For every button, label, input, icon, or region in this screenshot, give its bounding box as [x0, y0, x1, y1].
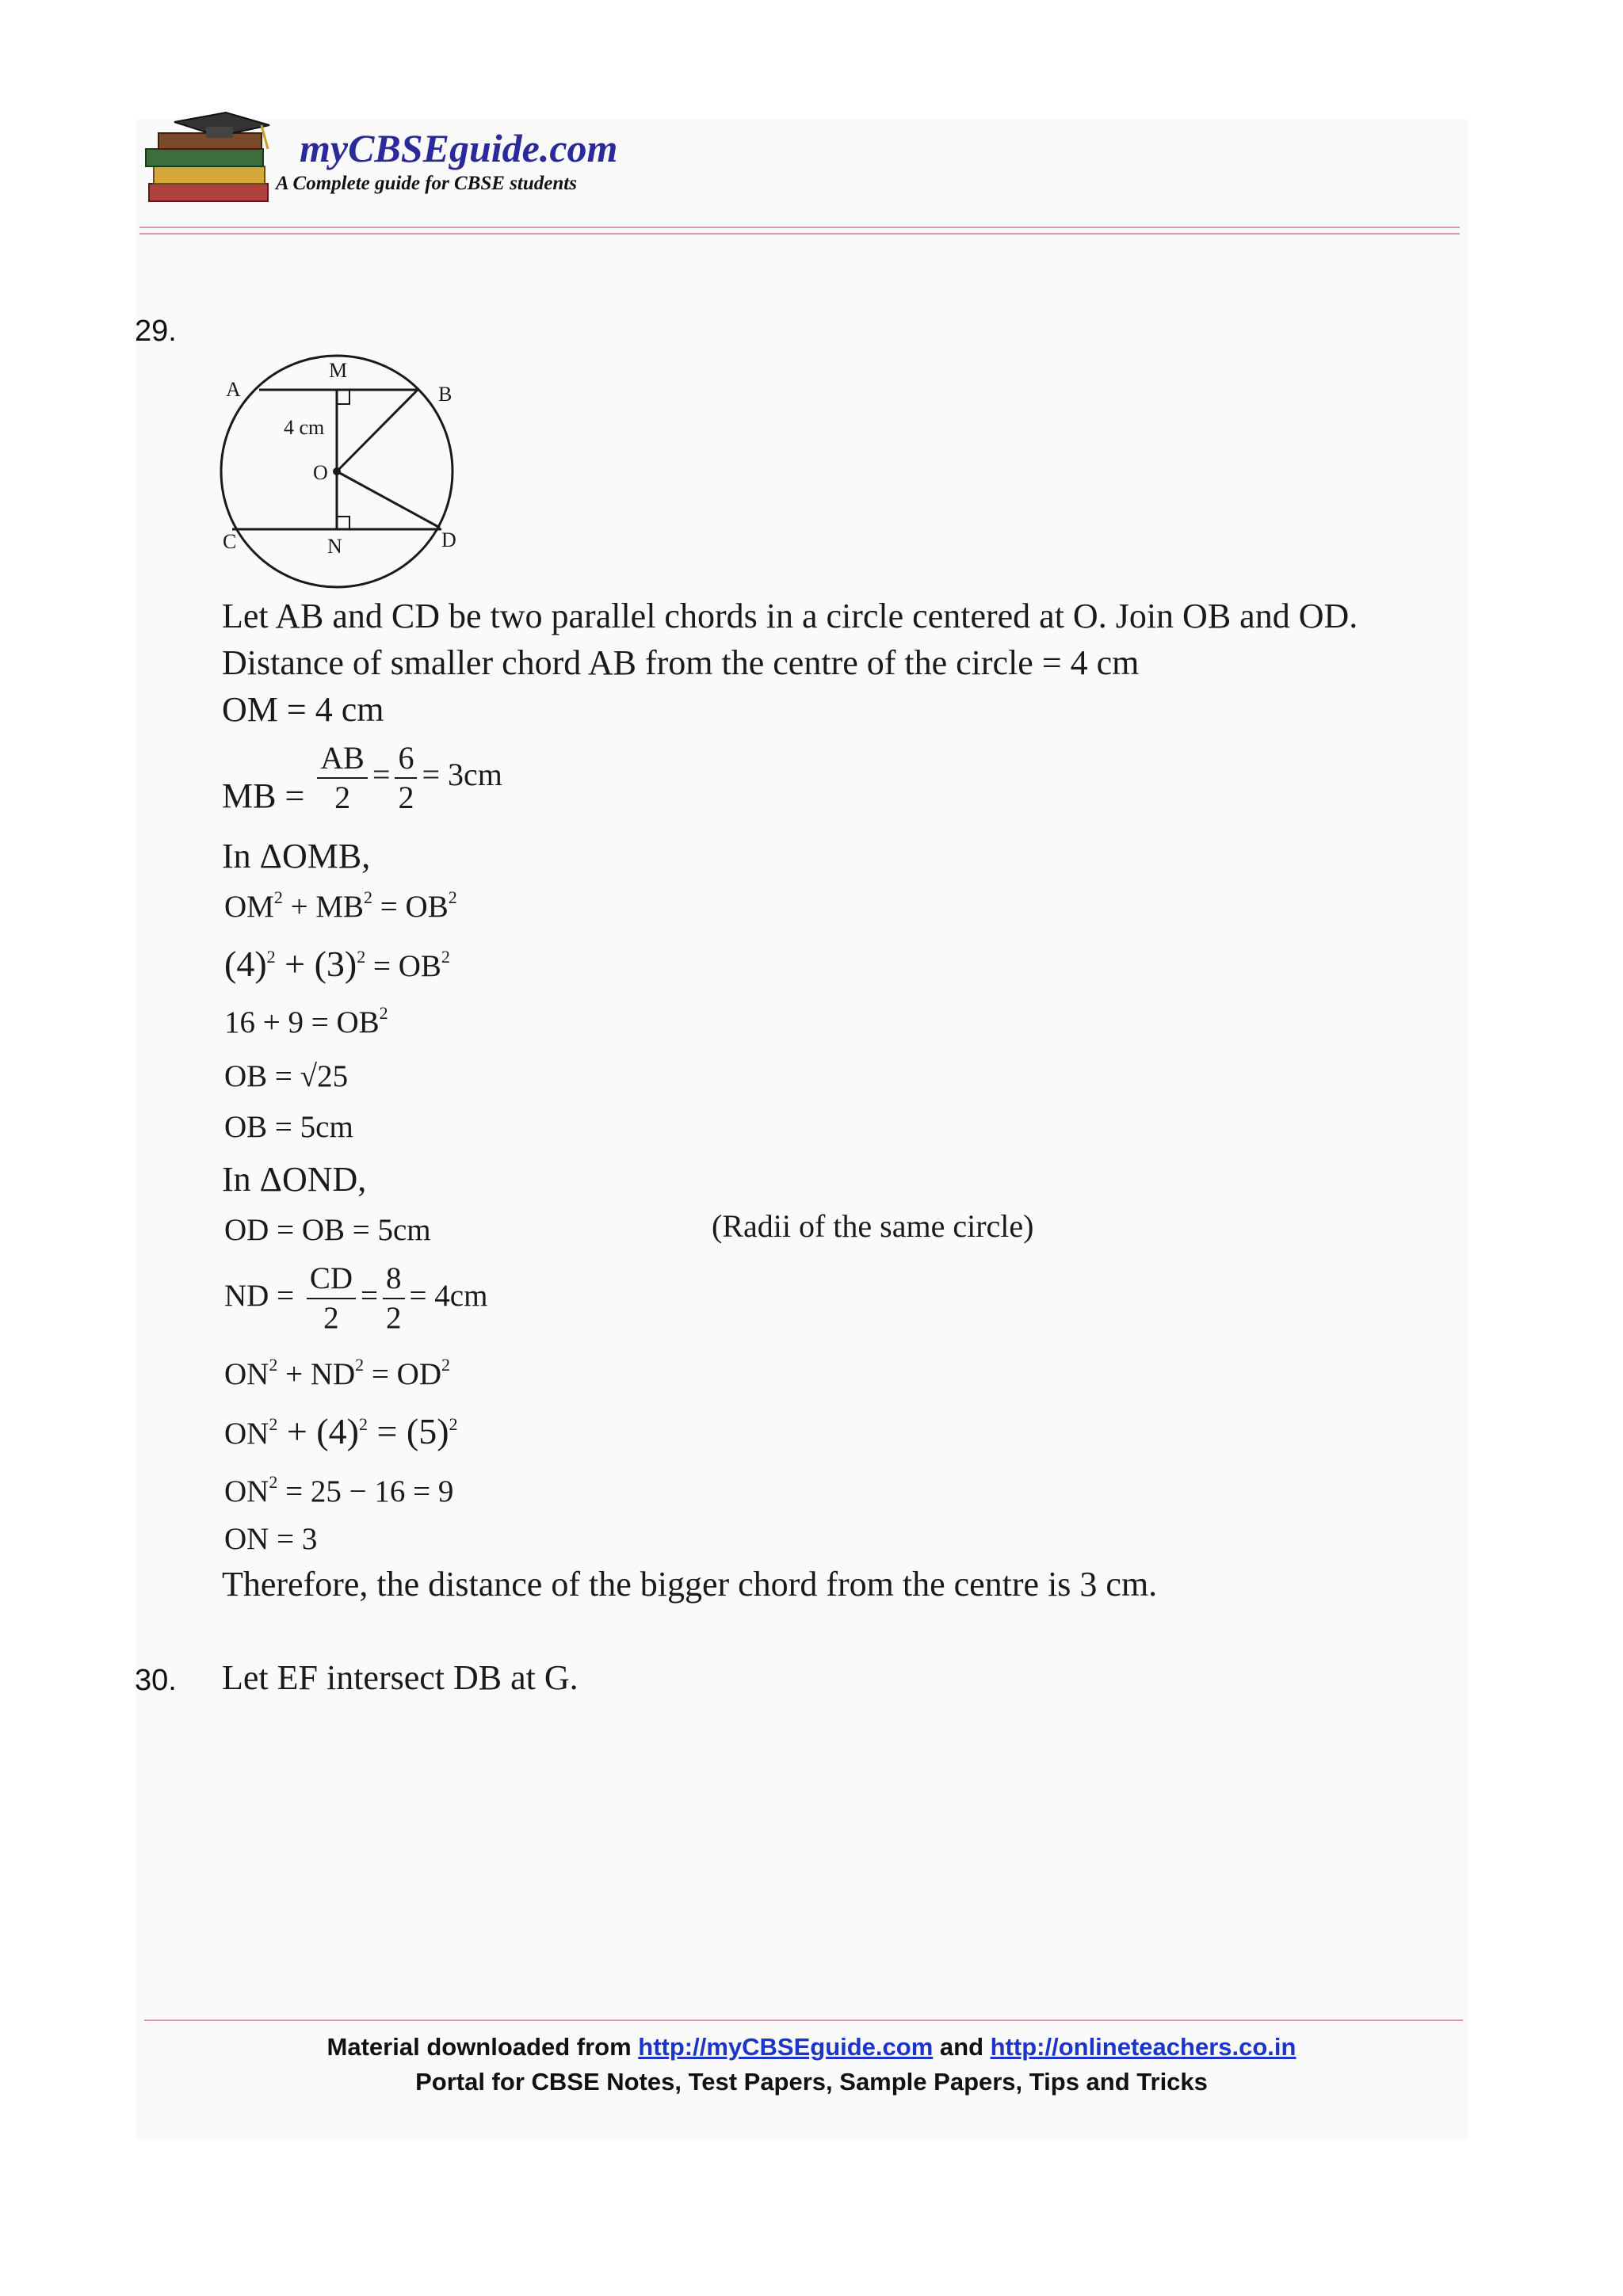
footer-and: and — [933, 2033, 991, 2061]
equation-ond-5 — [224, 1472, 453, 1509]
header-rule — [139, 227, 1460, 228]
books-logo-icon — [143, 111, 285, 214]
site-name: myCBSEguide.com — [300, 126, 618, 170]
equation-omb-3 — [224, 1003, 388, 1040]
label-d: D — [441, 528, 456, 551]
fraction-numerator: AB — [317, 739, 368, 779]
term: OM — [224, 890, 274, 924]
text-line-2: Distance of smaller chord AB from the centre of the circle = 4 cm — [222, 643, 1140, 682]
right-angle-m — [337, 390, 349, 404]
exponent: 2 — [357, 947, 366, 967]
text-line-3: OM = 4 cm — [222, 690, 384, 729]
term: ON — [224, 1417, 269, 1451]
exponent: 2 — [441, 1355, 450, 1375]
equation-ond-6: ON = 3 — [224, 1522, 318, 1556]
term: 16 + 9 = OB — [224, 1005, 380, 1039]
question-30-text: Let EF intersect DB at G. — [222, 1658, 579, 1697]
question-number-30: 30. — [135, 1664, 177, 1697]
equation-ond-3 — [224, 1355, 450, 1392]
label-m: M — [329, 359, 348, 382]
exponent: 2 — [269, 1472, 278, 1492]
circle-chords-diagram — [210, 349, 479, 594]
site-tagline: A Complete guide for CBSE students — [276, 173, 577, 194]
term: = 25 − 16 = 9 — [277, 1474, 454, 1508]
exponent: 2 — [269, 1355, 278, 1375]
equation-omb-5: OB = 5cm — [224, 1110, 353, 1144]
term: + ND — [277, 1357, 356, 1391]
term: ON — [224, 1357, 269, 1391]
label-a: A — [226, 378, 241, 401]
segment-od — [337, 471, 440, 528]
equation-ond-4 — [224, 1410, 458, 1452]
question-number-29: 29. — [135, 315, 177, 348]
centre-point — [333, 467, 341, 475]
label-c: C — [223, 530, 237, 553]
mb-result: = 3cm — [422, 757, 502, 793]
term: = (5) — [367, 1411, 449, 1451]
in-triangle-ond: In ΔOND, — [222, 1160, 367, 1199]
radii-note: (Radii of the same circle) — [712, 1208, 1034, 1244]
term: = OB — [365, 949, 441, 983]
fraction-8-2 — [383, 1260, 405, 1337]
footer-line-2: Portal for CBSE Notes, Test Papers, Sample Papers, Tips and Tricks — [415, 2068, 1208, 2096]
term: = OD — [364, 1357, 441, 1391]
footer-prefix: Material downloaded from — [327, 2033, 639, 2061]
conclusion-text: Therefore, the distance of the bigger chord from the centre is 3 cm. — [222, 1565, 1158, 1604]
fraction-denominator: 2 — [386, 1301, 402, 1335]
label-4cm: 4 cm — [284, 416, 325, 439]
in-triangle-omb: In ΔOMB, — [222, 837, 371, 875]
term: + MB — [282, 890, 365, 924]
equation-omb-4: OB = √25 — [224, 1059, 349, 1093]
exponent: 2 — [355, 1355, 365, 1375]
header-rule-2 — [139, 233, 1460, 235]
fraction-denominator: 2 — [334, 780, 351, 815]
text-line-1: Let AB and CD be two parallel chords in a circle centered at O. Join OB and OD. — [222, 597, 1358, 635]
fraction-cd-2 — [307, 1260, 356, 1337]
nd-prefix: ND = — [224, 1278, 295, 1313]
exponent: 2 — [364, 887, 373, 907]
label-b: B — [438, 383, 453, 406]
term: = OB — [372, 890, 449, 924]
label-o: O — [313, 461, 328, 484]
exponent: 2 — [269, 1414, 278, 1434]
fraction-numerator: CD — [307, 1260, 356, 1299]
mb-prefix: MB = — [222, 776, 305, 816]
equation-nd: ND = $\frac{CD}{2}$ = $\frac{8}{2}$ = 4cm — [224, 1260, 487, 1337]
exponent: 2 — [273, 887, 283, 907]
equation-omb-1 — [224, 887, 457, 925]
exponent: 2 — [358, 1414, 368, 1434]
fraction-denominator: 2 — [398, 780, 414, 815]
site-logo — [143, 111, 618, 214]
exponent: 2 — [448, 887, 457, 907]
footer-link-mycbseguide[interactable]: http://myCBSEguide.com — [638, 2033, 934, 2061]
exponent: 2 — [266, 947, 276, 967]
right-angle-n — [337, 517, 349, 529]
footer-link-onlineteachers[interactable]: http://onlineteachers.co.in — [990, 2033, 1296, 2061]
fraction-6-2 — [395, 739, 417, 817]
fraction-numerator: 6 — [395, 739, 417, 779]
nd-result: = 4cm — [409, 1278, 488, 1313]
equation-omb-2 — [224, 943, 450, 985]
exponent: 2 — [379, 1003, 388, 1023]
exponent: 2 — [449, 1414, 458, 1434]
equation-mb: MB = $\frac{AB}{2}$ = $\frac{6}{2}$ = 3cm — [222, 740, 502, 816]
footer-line-1 — [0, 2033, 1623, 2061]
term: + (4) — [277, 1411, 359, 1451]
equation-ond-1: OD = OB = 5cm — [224, 1213, 431, 1247]
term: (4) — [224, 944, 267, 984]
term: + (3) — [275, 944, 357, 984]
label-n: N — [327, 535, 342, 558]
term: ON — [224, 1474, 269, 1508]
fraction-ab-2 — [317, 739, 368, 817]
fraction-denominator: 2 — [323, 1301, 339, 1335]
exponent: 2 — [441, 947, 450, 967]
footer-rule — [144, 2019, 1463, 2021]
fraction-numerator: 8 — [383, 1260, 405, 1299]
